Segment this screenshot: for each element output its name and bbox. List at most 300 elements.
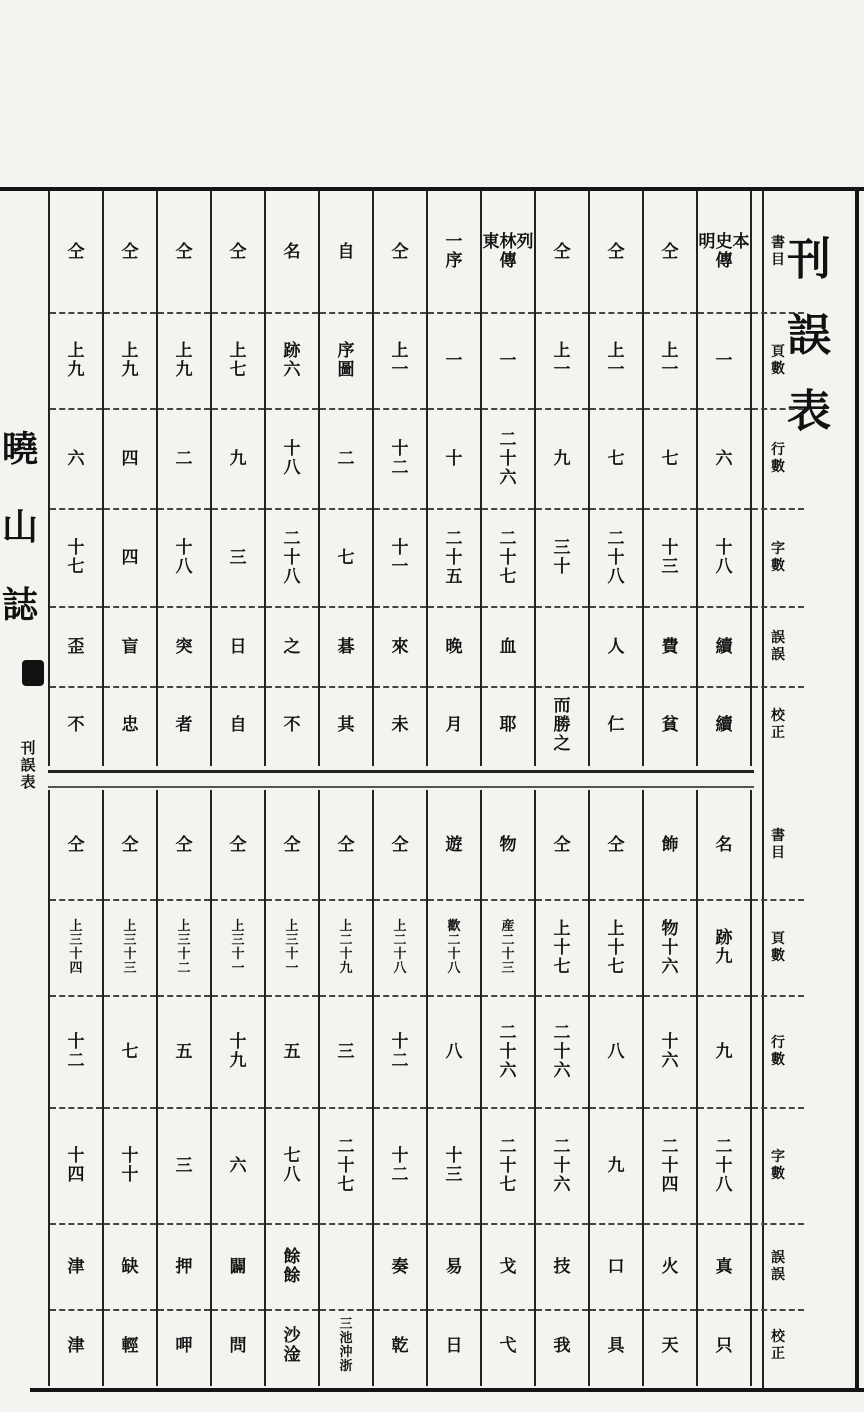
errata-entry bbox=[480, 191, 534, 766]
correct-cell bbox=[266, 1310, 318, 1382]
line-cell bbox=[50, 409, 102, 509]
errata-table-lower bbox=[48, 790, 785, 1386]
cell-char: 行 bbox=[771, 442, 785, 458]
line-cell bbox=[212, 996, 264, 1108]
cell-char: 仝 bbox=[337, 834, 355, 855]
line-cell bbox=[752, 996, 804, 1108]
correct-cell bbox=[50, 687, 102, 763]
char-cell bbox=[698, 1108, 750, 1224]
cell-char: 五 bbox=[445, 566, 463, 587]
errata-entry bbox=[480, 790, 534, 1386]
header-cell bbox=[104, 790, 156, 900]
cell-char: 一 bbox=[445, 350, 463, 371]
cell-char: 三 bbox=[123, 933, 137, 948]
cell-char: 三 bbox=[231, 933, 245, 948]
cell-char: 書 bbox=[771, 828, 785, 844]
cell-char: 八 bbox=[445, 1041, 463, 1062]
correct-cell bbox=[428, 687, 480, 763]
cell-char: 六 bbox=[229, 1155, 247, 1176]
cell-char: 九 bbox=[553, 448, 571, 469]
header-cell bbox=[374, 191, 426, 313]
cell-char: 只 bbox=[715, 1335, 733, 1356]
line-cell bbox=[158, 409, 210, 509]
cell-char: 十 bbox=[285, 947, 299, 962]
cell-char: 自 bbox=[229, 714, 247, 735]
page-cell bbox=[212, 900, 264, 996]
error-cell bbox=[482, 1224, 534, 1310]
cell-char: 産 bbox=[501, 919, 515, 934]
cell-char: 誤 bbox=[771, 647, 785, 663]
cell-char: 仝 bbox=[121, 241, 139, 262]
cell-char: 十 bbox=[553, 937, 571, 958]
error-cell bbox=[50, 607, 102, 687]
correct-cell bbox=[644, 1310, 696, 1382]
cell-char: 碁 bbox=[337, 636, 355, 657]
cell-char: 乾 bbox=[391, 1335, 409, 1356]
correct-cell bbox=[482, 687, 534, 763]
cell-char: 十 bbox=[607, 937, 625, 958]
cell-char: 二 bbox=[337, 448, 355, 469]
cell-char: 八 bbox=[607, 566, 625, 587]
cell-char: 七 bbox=[661, 448, 679, 469]
line-cell bbox=[320, 409, 372, 509]
errata-entry bbox=[426, 790, 480, 1386]
page-cell bbox=[374, 900, 426, 996]
cell-char: 上 bbox=[339, 919, 353, 934]
page-cell bbox=[428, 313, 480, 409]
char-cell bbox=[212, 1108, 264, 1224]
header-cell bbox=[536, 790, 588, 900]
cell-char: 十 bbox=[67, 1146, 85, 1166]
page-cell bbox=[158, 313, 210, 409]
cell-char: 之 bbox=[553, 733, 571, 754]
cell-char: 仝 bbox=[175, 834, 193, 855]
cell-char: 誤 bbox=[771, 630, 785, 646]
char-cell bbox=[536, 1108, 588, 1224]
cell-char: 來 bbox=[391, 636, 409, 657]
page-cell bbox=[590, 313, 642, 409]
cell-char: 七 bbox=[607, 448, 625, 469]
char-cell bbox=[50, 1108, 102, 1224]
cell-char: 七 bbox=[607, 956, 625, 977]
cell-char: 仝 bbox=[553, 834, 571, 855]
char-cell bbox=[320, 509, 372, 607]
cell-char: 上 bbox=[607, 341, 625, 361]
header-cell bbox=[752, 790, 804, 900]
header-cell bbox=[428, 790, 480, 900]
cell-char: 十 bbox=[553, 557, 571, 577]
correct-cell bbox=[428, 1310, 480, 1382]
cell-char: 一 bbox=[285, 961, 299, 976]
cell-char: 七 bbox=[553, 956, 571, 977]
cell-char: 四 bbox=[121, 547, 139, 568]
char-cell bbox=[158, 1108, 210, 1224]
cell-char: 六 bbox=[499, 467, 517, 488]
table-left-edge bbox=[48, 191, 50, 766]
cell-char: 遊 bbox=[445, 834, 463, 855]
cell-char: 十 bbox=[337, 1155, 355, 1176]
cell-char: 二 bbox=[391, 458, 409, 478]
error-cell bbox=[428, 607, 480, 687]
cell-char: 易 bbox=[445, 1256, 463, 1277]
cell-char: 仝 bbox=[121, 834, 139, 855]
cell-char: 二 bbox=[177, 961, 191, 976]
cell-char: 明史本傳 bbox=[698, 232, 750, 271]
cell-char: 七 bbox=[283, 1146, 301, 1166]
page-cell bbox=[266, 900, 318, 996]
cell-char: 上 bbox=[121, 341, 139, 361]
line-cell bbox=[266, 996, 318, 1108]
cell-char: 七 bbox=[337, 547, 355, 568]
cell-char: 二 bbox=[337, 1136, 355, 1157]
cell-char: 六 bbox=[553, 1060, 571, 1081]
cell-char: 上 bbox=[69, 919, 83, 934]
errata-table-upper bbox=[48, 191, 785, 766]
header-cell bbox=[158, 790, 210, 900]
cell-char: 二 bbox=[391, 1165, 409, 1185]
cell-char: 餘 bbox=[283, 1247, 301, 1267]
cell-char: 一 bbox=[445, 232, 463, 252]
errata-entry bbox=[534, 191, 588, 766]
cell-char: 二 bbox=[175, 448, 193, 469]
cell-char: 正 bbox=[771, 1346, 785, 1362]
cell-char: 十 bbox=[499, 547, 517, 568]
errata-entry bbox=[588, 191, 642, 766]
header-cell bbox=[644, 191, 696, 313]
header-cell bbox=[482, 790, 534, 900]
cell-char: 四 bbox=[69, 961, 83, 976]
line-cell bbox=[104, 996, 156, 1108]
header-cell bbox=[104, 191, 156, 313]
cell-char: 一 bbox=[715, 350, 733, 371]
cell-char: 十 bbox=[661, 538, 679, 558]
header-cell bbox=[590, 191, 642, 313]
cell-char: 八 bbox=[283, 566, 301, 587]
cell-char: 晚 bbox=[445, 636, 463, 657]
page-cell bbox=[266, 313, 318, 409]
header-cell bbox=[536, 191, 588, 313]
correct-cell bbox=[536, 687, 588, 763]
cell-char: 十 bbox=[283, 547, 301, 568]
cell-char: 二 bbox=[391, 1051, 409, 1071]
errata-entry bbox=[318, 191, 372, 766]
cell-char: 書 bbox=[771, 235, 785, 251]
error-cell bbox=[50, 1224, 102, 1310]
header-cell bbox=[320, 790, 372, 900]
cell-char: 十 bbox=[715, 1155, 733, 1176]
page-cell bbox=[536, 313, 588, 409]
page-cell bbox=[50, 900, 102, 996]
cell-char: 十 bbox=[499, 1041, 517, 1062]
errata-entry bbox=[696, 790, 750, 1386]
cell-char: 問 bbox=[229, 1335, 247, 1356]
correct-cell bbox=[752, 1310, 804, 1382]
page-cell bbox=[536, 900, 588, 996]
cell-char: 名 bbox=[715, 834, 733, 855]
cell-char: 正 bbox=[771, 725, 785, 741]
line-cell bbox=[536, 409, 588, 509]
page-cell bbox=[482, 900, 534, 996]
correct-cell bbox=[644, 687, 696, 763]
correct-cell bbox=[212, 1310, 264, 1382]
cell-char: 二 bbox=[67, 1051, 85, 1071]
cell-char: 二 bbox=[283, 528, 301, 549]
cell-char: 飾 bbox=[661, 834, 679, 855]
correct-cell bbox=[320, 687, 372, 763]
cell-char: 三 bbox=[69, 933, 83, 948]
cell-char: 誤 bbox=[771, 1267, 785, 1283]
error-cell bbox=[698, 607, 750, 687]
cell-char: 六 bbox=[553, 1174, 571, 1195]
cell-char: 目 bbox=[771, 845, 785, 861]
header-cell bbox=[428, 191, 480, 313]
cell-char: 誤 bbox=[771, 1250, 785, 1266]
cell-char: 九 bbox=[121, 360, 139, 380]
cell-char: 十 bbox=[283, 439, 301, 459]
cell-char: 九 bbox=[715, 1041, 733, 1062]
errata-entry bbox=[372, 790, 426, 1386]
cell-char: 上 bbox=[175, 341, 193, 361]
cell-char: 六 bbox=[715, 448, 733, 469]
header-cell bbox=[266, 191, 318, 313]
char-cell bbox=[428, 1108, 480, 1224]
error-cell bbox=[644, 1224, 696, 1310]
line-cell bbox=[698, 996, 750, 1108]
cell-char: 七 bbox=[337, 1174, 355, 1195]
cell-char: 十 bbox=[553, 1041, 571, 1062]
cell-char: 歪 bbox=[67, 636, 85, 657]
page-cell bbox=[320, 900, 372, 996]
page-cell bbox=[644, 900, 696, 996]
cell-char: 三 bbox=[229, 547, 247, 568]
cell-char: 八 bbox=[283, 458, 301, 478]
char-cell bbox=[644, 509, 696, 607]
line-cell bbox=[212, 409, 264, 509]
char-cell bbox=[374, 509, 426, 607]
cell-char: 東林列傳 bbox=[482, 232, 534, 271]
page-cell bbox=[590, 900, 642, 996]
line-cell bbox=[266, 409, 318, 509]
correct-cell bbox=[536, 1310, 588, 1382]
cell-char: 八 bbox=[715, 557, 733, 577]
errata-entry bbox=[156, 790, 210, 1386]
cell-char: 字 bbox=[771, 1149, 785, 1165]
cell-char: 九 bbox=[229, 448, 247, 469]
cell-char: 圖 bbox=[337, 360, 355, 380]
cell-char: 六 bbox=[283, 360, 301, 380]
header-cell bbox=[212, 191, 264, 313]
char-cell bbox=[428, 509, 480, 607]
cell-char: 一 bbox=[607, 360, 625, 380]
line-cell bbox=[320, 996, 372, 1108]
char-cell bbox=[50, 509, 102, 607]
cell-char: 續 bbox=[715, 714, 733, 735]
cell-char: 日 bbox=[229, 636, 247, 657]
error-cell bbox=[320, 607, 372, 687]
cell-char: 二 bbox=[499, 429, 517, 450]
cell-char: 二 bbox=[499, 1022, 517, 1043]
char-cell bbox=[590, 509, 642, 607]
cell-char: 十 bbox=[553, 1155, 571, 1176]
cell-char: 三 bbox=[175, 1155, 193, 1176]
cell-char: 仁 bbox=[607, 714, 625, 735]
cell-char: 十 bbox=[121, 1146, 139, 1166]
header-cell bbox=[752, 191, 804, 313]
cell-char: 數 bbox=[771, 558, 785, 574]
error-cell bbox=[752, 607, 804, 687]
cell-char: 十 bbox=[607, 547, 625, 568]
errata-entry bbox=[642, 191, 696, 766]
error-cell bbox=[590, 1224, 642, 1310]
cell-char: 十 bbox=[499, 448, 517, 469]
error-cell bbox=[752, 1224, 804, 1310]
page-cell bbox=[104, 900, 156, 996]
line-cell bbox=[158, 996, 210, 1108]
cell-char: 四 bbox=[661, 1174, 679, 1195]
page-cell bbox=[212, 313, 264, 409]
cell-char: 行 bbox=[771, 1035, 785, 1051]
cell-char: 上 bbox=[229, 341, 247, 361]
cell-char: 血 bbox=[499, 636, 517, 657]
cell-char: 未 bbox=[391, 714, 409, 735]
line-cell bbox=[428, 996, 480, 1108]
cell-char: 二 bbox=[445, 528, 463, 549]
header-cell bbox=[266, 790, 318, 900]
correct-cell bbox=[374, 687, 426, 763]
correct-cell bbox=[698, 1310, 750, 1382]
line-cell bbox=[374, 996, 426, 1108]
cell-char: 數 bbox=[771, 1166, 785, 1182]
table-left-edge bbox=[48, 790, 50, 1386]
cell-char: 物 bbox=[499, 834, 517, 855]
error-cell bbox=[104, 1224, 156, 1310]
page-cell bbox=[428, 900, 480, 996]
cell-char: 十 bbox=[339, 947, 353, 962]
running-subtitle bbox=[14, 740, 42, 791]
cell-char: 盲 bbox=[121, 636, 139, 657]
cell-char: 十 bbox=[661, 937, 679, 958]
cell-char: 十 bbox=[715, 538, 733, 558]
cell-char: 二 bbox=[393, 933, 407, 948]
page-cell bbox=[644, 313, 696, 409]
cell-char: 淦 bbox=[283, 1345, 301, 1365]
cell-char: 十 bbox=[499, 1155, 517, 1176]
correct-cell bbox=[482, 1310, 534, 1382]
cell-char: 七 bbox=[499, 1174, 517, 1195]
cell-char: 十 bbox=[447, 947, 461, 962]
cell-char: 十 bbox=[391, 439, 409, 459]
line-cell bbox=[644, 996, 696, 1108]
cell-char: 上 bbox=[285, 919, 299, 934]
line-cell bbox=[536, 996, 588, 1108]
errata-entry bbox=[210, 790, 264, 1386]
cell-char: 序 bbox=[337, 341, 355, 361]
cell-char: 十 bbox=[69, 947, 83, 962]
error-cell bbox=[482, 607, 534, 687]
errata-entry bbox=[102, 191, 156, 766]
cell-char: 人 bbox=[607, 636, 625, 657]
cell-char: 津 bbox=[67, 1256, 85, 1277]
cell-char: 仝 bbox=[67, 834, 85, 855]
page-cell bbox=[698, 313, 750, 409]
cell-char: 跡 bbox=[283, 341, 301, 361]
errata-entry bbox=[102, 790, 156, 1386]
cell-char: 字 bbox=[771, 541, 785, 557]
cell-char: 沙 bbox=[283, 1326, 301, 1346]
cell-char: 五 bbox=[175, 1041, 193, 1062]
cell-char: 三 bbox=[337, 1041, 355, 1062]
cell-char: 二 bbox=[499, 528, 517, 549]
cell-char: 十 bbox=[67, 1032, 85, 1052]
cell-char: 技 bbox=[553, 1256, 571, 1277]
cell-char: 目 bbox=[771, 252, 785, 268]
cell-char: 輕 bbox=[121, 1335, 139, 1356]
line-cell bbox=[482, 996, 534, 1108]
cell-char: 仝 bbox=[391, 241, 409, 262]
cell-char: 七 bbox=[499, 566, 517, 587]
cell-char: 仝 bbox=[553, 241, 571, 262]
cell-char: 口 bbox=[607, 1256, 625, 1277]
cell-char: 五 bbox=[283, 1041, 301, 1062]
header-cell bbox=[590, 790, 642, 900]
error-cell bbox=[374, 1224, 426, 1310]
cell-char: 具 bbox=[607, 1335, 625, 1356]
page-cell bbox=[482, 313, 534, 409]
cell-char: 上 bbox=[177, 919, 191, 934]
cell-char: 仝 bbox=[67, 241, 85, 262]
page-cell bbox=[320, 313, 372, 409]
char-cell bbox=[374, 1108, 426, 1224]
cell-char: 數 bbox=[771, 361, 785, 377]
cell-char: 上 bbox=[607, 918, 625, 939]
cell-char: 三 bbox=[339, 1317, 353, 1332]
column-headings bbox=[750, 790, 804, 1386]
cell-char: 火 bbox=[661, 1256, 679, 1277]
error-cell bbox=[428, 1224, 480, 1310]
running-subtitle-char: 誤 bbox=[20, 756, 36, 774]
cell-char: 歡 bbox=[447, 919, 461, 934]
page-cell bbox=[158, 900, 210, 996]
header-cell bbox=[158, 191, 210, 313]
cell-char: 物 bbox=[661, 918, 679, 939]
error-cell bbox=[158, 1224, 210, 1310]
cell-char: 九 bbox=[715, 947, 733, 967]
cell-char: 十 bbox=[229, 1032, 247, 1052]
cell-char: 三 bbox=[177, 933, 191, 948]
cell-char: 奏 bbox=[391, 1256, 409, 1277]
cell-char: 七 bbox=[67, 557, 85, 577]
cell-char: 而 bbox=[553, 695, 571, 716]
correct-cell bbox=[158, 687, 210, 763]
cell-char: 六 bbox=[661, 956, 679, 977]
cell-char: 跡 bbox=[715, 928, 733, 948]
cell-char: 戈 bbox=[499, 1256, 517, 1277]
cell-char: 九 bbox=[229, 1051, 247, 1071]
error-cell bbox=[590, 607, 642, 687]
header-cell bbox=[212, 790, 264, 900]
header-cell bbox=[374, 790, 426, 900]
cell-char: 日 bbox=[445, 1335, 463, 1356]
cell-char: 之 bbox=[283, 636, 301, 657]
cell-char: 六 bbox=[499, 1060, 517, 1081]
cell-char: 十 bbox=[391, 538, 409, 558]
page-cell bbox=[698, 900, 750, 996]
correct-cell bbox=[590, 687, 642, 763]
cell-char: 三 bbox=[661, 557, 679, 577]
cell-char: 池 bbox=[339, 1331, 353, 1346]
correct-cell bbox=[752, 687, 804, 763]
header-cell bbox=[50, 191, 102, 313]
